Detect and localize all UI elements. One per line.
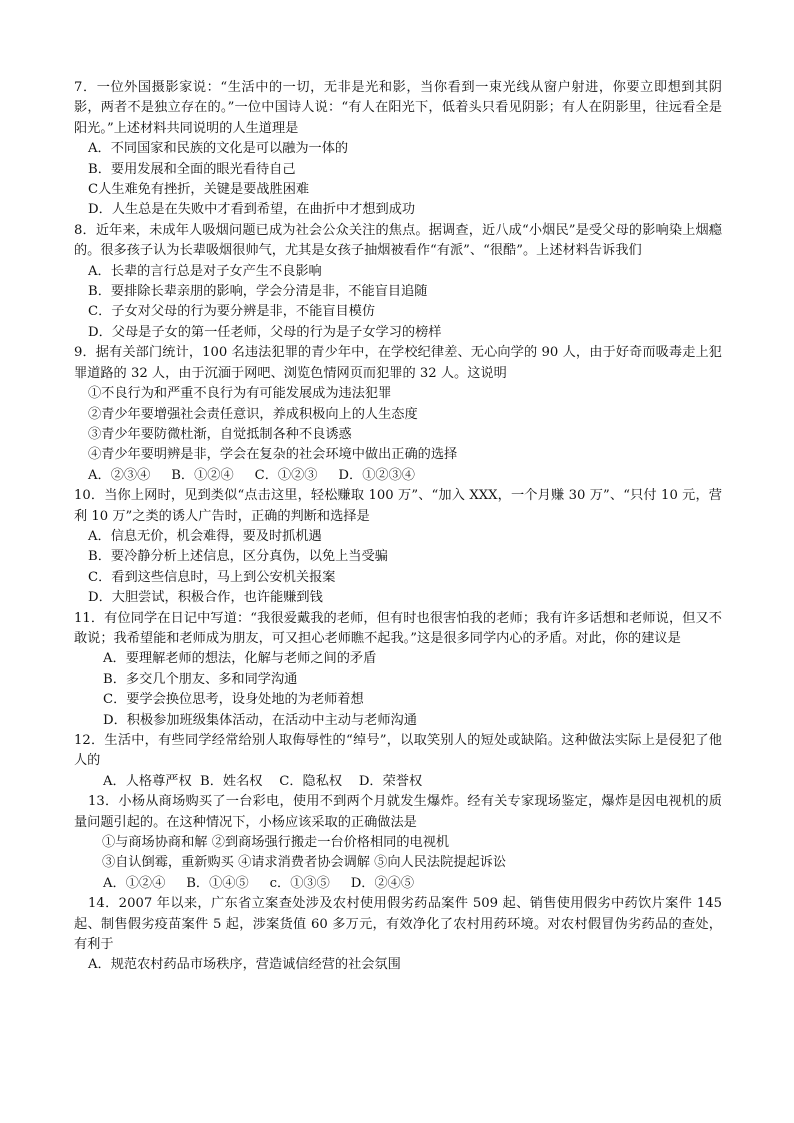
question-7-stem: 7．一位外国摄影家说：“生活中的一切，无非是光和影，当你看到一束光线从窗户射进，你要立即想到其阴影，两者不是独立存在的。”一位中国诗人说：“有人在阳光下，低着头只看见阴影；有人在阴影里，往远看全是阳光。”上述材料共同说明的人生道理是 xyxy=(74,80,722,136)
question-11-stem: 11．有位同学在日记中写道：“我很爱戴我的老师，但有时也很害怕我的老师；我有许多话想和老师说，但又不敢说；我希望能和老师成为朋友，可又担心老师瞧不起我。”这是很多同学内心的矛盾。对此，你的建议是 xyxy=(74,610,722,646)
question-8-option-c: C．子女对父母的行为要分辨是非，不能盲目模仿 xyxy=(88,304,376,320)
question-10-option-c: C．看到这些信息时，马上到公安机关报案 xyxy=(88,569,336,585)
question-8-option-b: B．要排除长辈亲朋的影响，学会分清是非，不能盲目追随 xyxy=(88,284,428,300)
question-8 xyxy=(74,221,722,343)
question-8-option-d: D．父母是子女的第一任老师，父母的行为是子女学习的榜样 xyxy=(88,324,442,340)
question-11-option-a: A．要理解老师的想法，化解与老师之间的矛盾 xyxy=(103,651,377,667)
question-10-stem: 10．当你上网时，见到类似“点击这里，轻松赚取 100 万”、“加入 XXX，一个月赚 30 万”、“只付 10 元，营利 10 万”之类的诱人广告时，正确的判断和选择是 xyxy=(74,488,722,524)
question-9-options: A．②③④ B．①②④ C．①②③ D．①②③④ xyxy=(88,467,415,483)
question-13-statement-2: ③自认倒霉，重新购买 ④请求消费者协会调解 ⑤向人民法院提起诉讼 xyxy=(102,855,507,871)
question-13-stem: 13．小杨从商场购买了一台彩电，使用不到两个月就发生爆炸。经有关专家现场鉴定，爆炸是因电视机的质量问题引起的。在这种情况下，小杨应该采取的正确做法是 xyxy=(74,794,722,830)
question-13 xyxy=(74,792,722,894)
question-8-stem: 8．近年来，未成年人吸烟问题已成为社会公众关注的焦点。据调查，近八成“小烟民”是受父母的影响染上烟瘾的。很多孩子认为长辈吸烟很帅气，尤其是女孩子抽烟被看作“有派”、“很酷”。上述材料告诉我们 xyxy=(74,222,722,259)
question-8-option-a: A．长辈的言行总是对子女产生不良影响 xyxy=(88,263,322,279)
question-14-stem: 14．2007 年以来，广东省立案查处涉及农村使用假劣药品案件 509 起、销售使用假劣中药饮片案件 145 起、制售假劣疫苗案件 5 起，涉案货值 60 多万元，有效净化了农村用药环境。对农村假冒伪劣药品的查处，有利于 xyxy=(74,896,722,953)
question-11-option-c: C．要学会换位思考，设身处地的为老师着想 xyxy=(103,692,364,708)
question-7-option-b: B．要用发展和全面的眼光看待自己 xyxy=(88,161,296,177)
question-10-option-b: B．要冷静分析上述信息，区分真伪，以免上当受骗 xyxy=(88,549,388,565)
question-14 xyxy=(74,894,722,976)
question-9-statement-3: ③青少年要防微杜渐，自觉抵制各种不良诱惑 xyxy=(88,426,352,442)
question-11 xyxy=(74,609,722,731)
question-7 xyxy=(74,78,722,221)
question-9-statement-2: ②青少年要增强社会责任意识，养成积极向上的人生态度 xyxy=(88,406,418,422)
question-12-options: A．人格尊严权 B．姓名权 C．隐私权 D．荣誉权 xyxy=(103,773,423,789)
question-7-option-a: A．不同国家和民族的文化是可以融为一体的 xyxy=(88,141,349,157)
question-9 xyxy=(74,343,722,486)
question-10 xyxy=(74,486,722,608)
question-10-option-a: A．信息无价，机会难得，要及时抓机遇 xyxy=(88,528,322,544)
question-9-statement-4: ④青少年要明辨是非，学会在复杂的社会环境中做出正确的选择 xyxy=(88,447,458,463)
question-13-statement-1: ①与商场协商和解 ②到商场强行搬走一台价格相同的电视机 xyxy=(102,835,450,851)
question-11-option-b: B．多交几个朋友、多和同学沟通 xyxy=(103,671,298,687)
question-12 xyxy=(74,731,722,792)
question-10-option-d: D．大胆尝试，积极合作，也许能赚到钱 xyxy=(88,590,323,606)
question-12-stem: 12．生活中，有些同学经常给别人取侮辱性的“绰号”，以取笑别人的短处或缺陷。这种做法实际上是侵犯了他人的 xyxy=(74,733,722,769)
question-list xyxy=(74,78,722,976)
question-14-option-a: A．规范农村药品市场秩序，营造诚信经营的社会氛围 xyxy=(88,957,401,973)
question-13-options: A．①②④ B．①④⑤ c．①③⑤ D．②④⑤ xyxy=(103,875,415,891)
question-9-statement-1: ①不良行为和严重不良行为有可能发展成为违法犯罪 xyxy=(88,386,392,402)
question-7-option-c: C人生难免有挫折，关键是要战胜困难 xyxy=(88,182,310,198)
question-7-option-d: D．人生总是在失败中才看到希望，在曲折中才想到成功 xyxy=(88,202,416,218)
question-9-stem: 9．据有关部门统计，100 名违法犯罪的青少年中，在学校纪律差、无心向学的 90 人，由于好奇而吸毒走上犯罪道路的 32 人，由于沉湎于网吧、浏览色情网页而犯罪的 32 人。这说明 xyxy=(74,345,722,381)
question-11-option-d: D．积极参加班级集体活动，在活动中主动与老师沟通 xyxy=(103,712,417,728)
